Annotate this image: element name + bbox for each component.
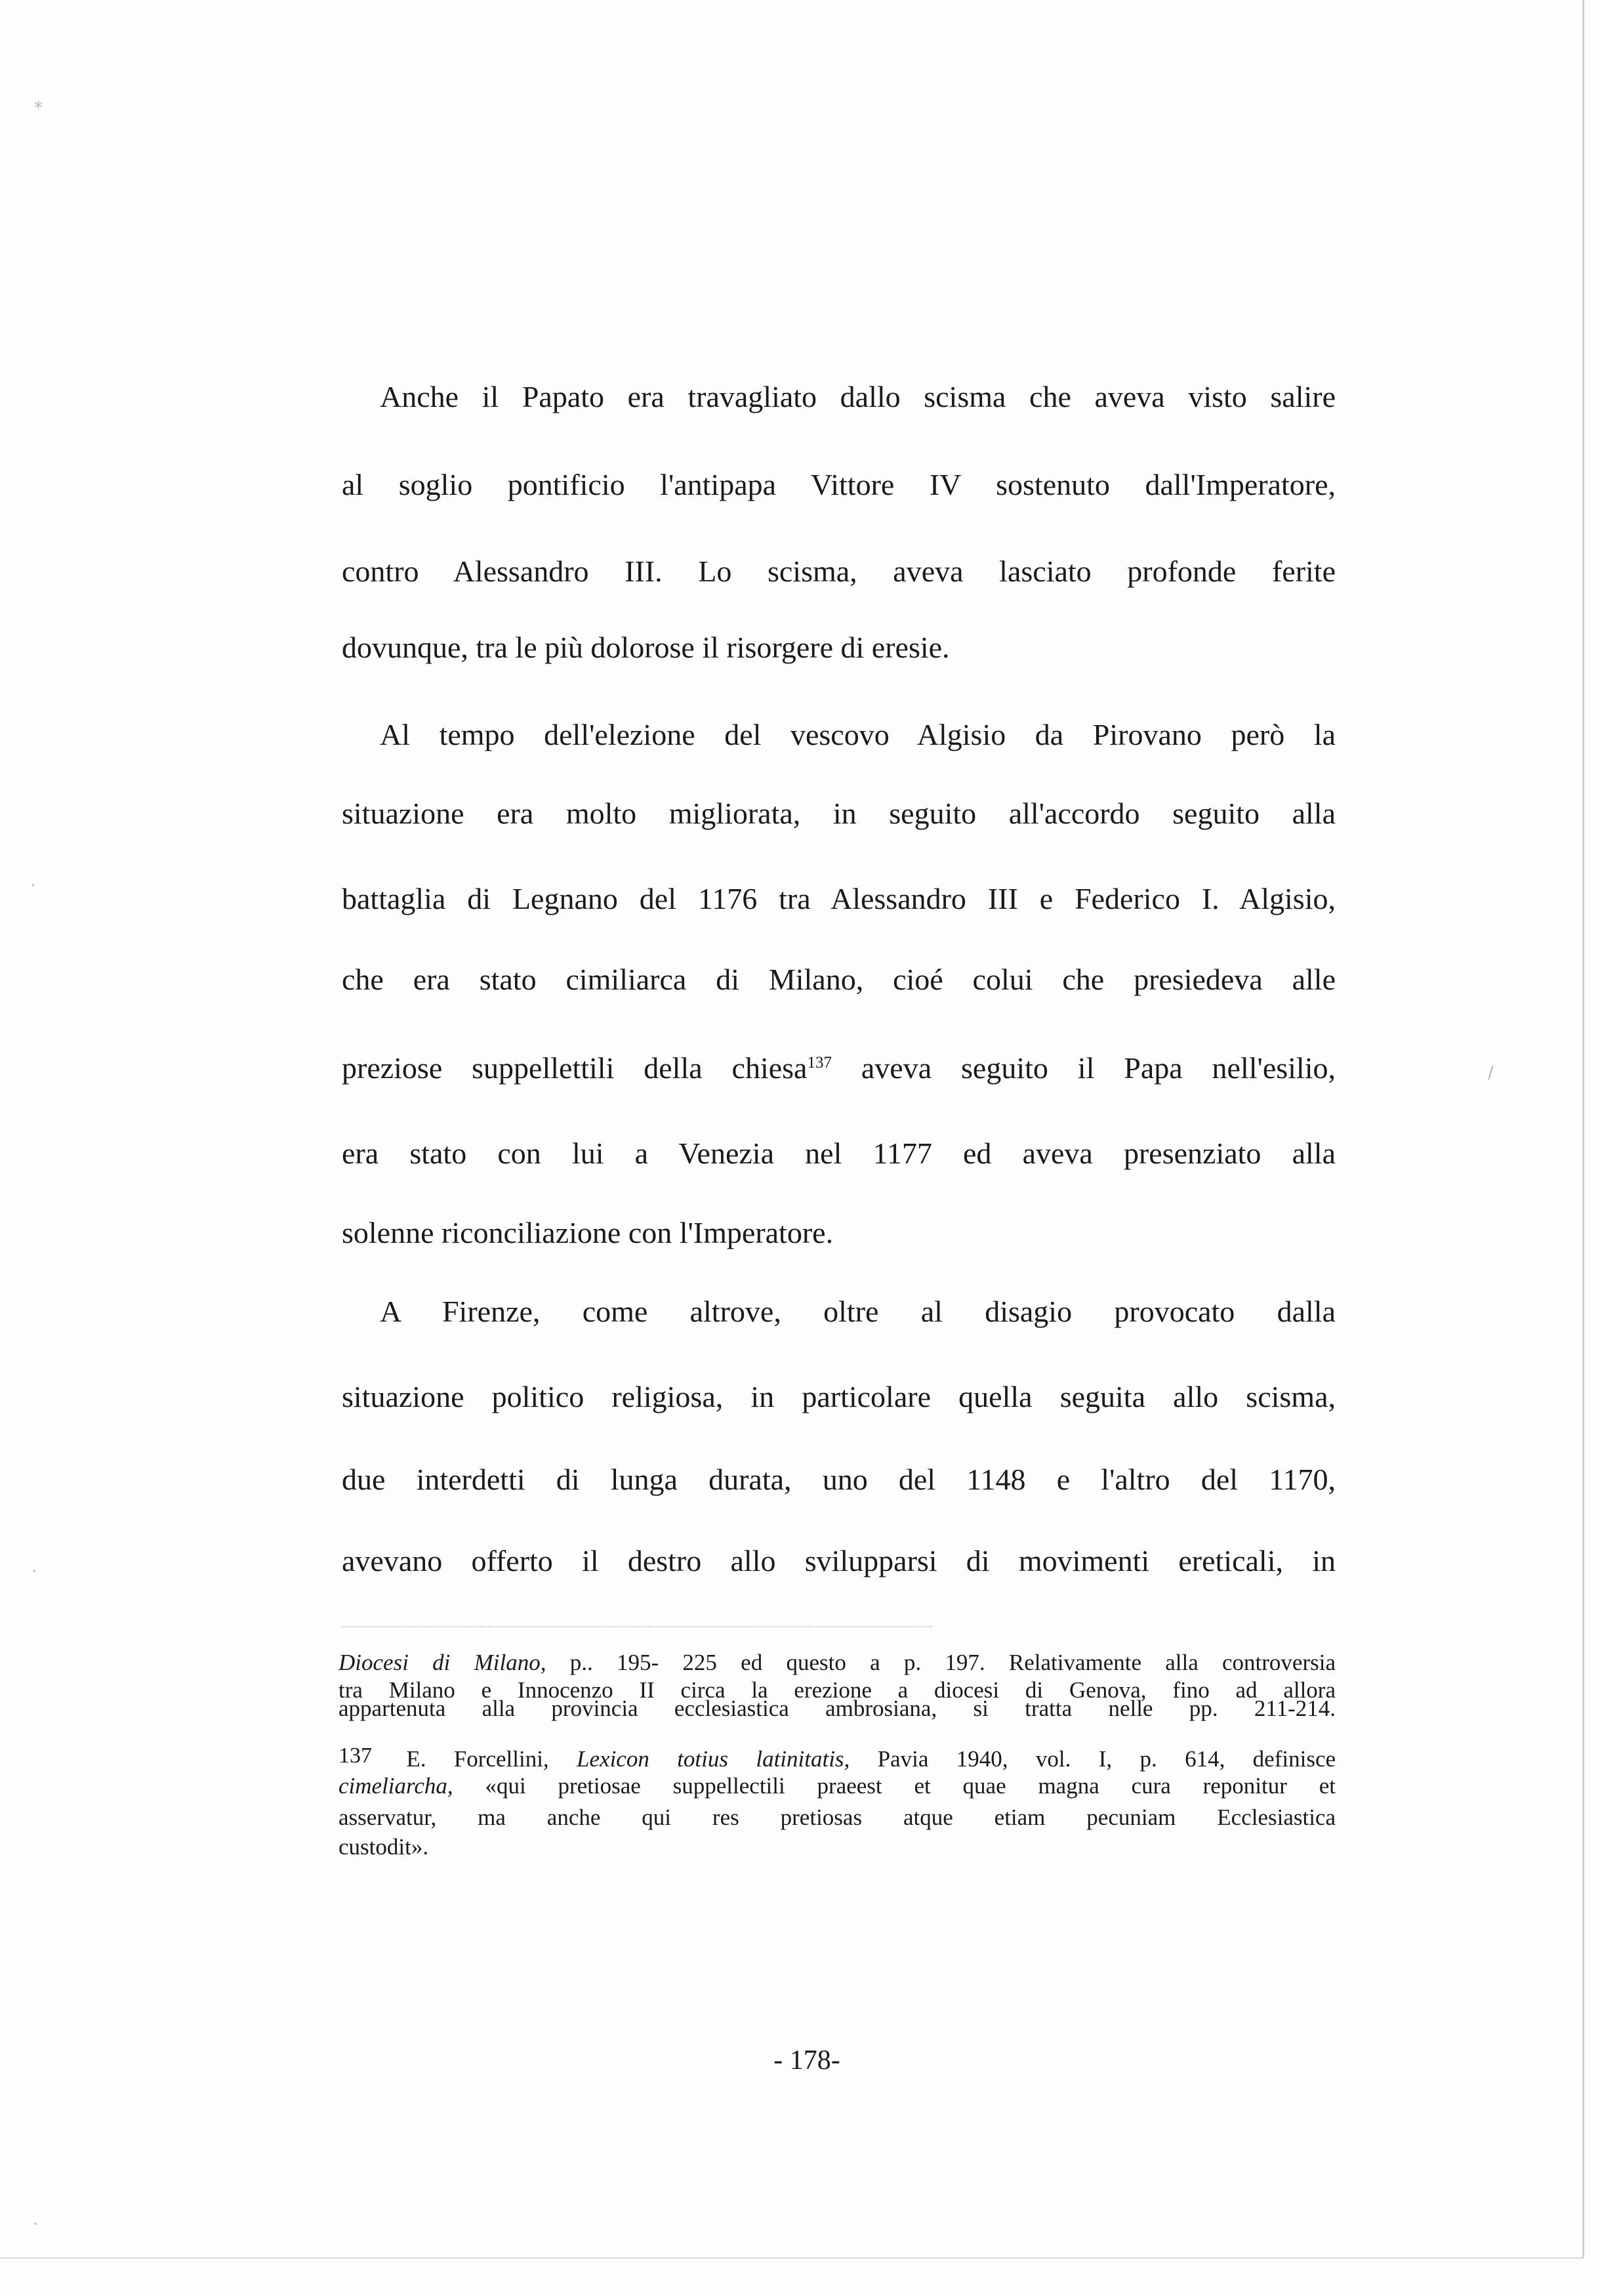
footnote-ref-137: 137 <box>807 1054 832 1072</box>
footnote-line: custodit». <box>338 1834 429 1860</box>
page-edge-bottom <box>0 2257 1584 2259</box>
text-line-with-footnote-ref <box>342 1049 1336 1088</box>
text-line: solenne riconciliazione con l'Imperatore. <box>342 1216 834 1249</box>
footnote-italic: Diocesi di Milano, <box>338 1650 546 1675</box>
footnote-italic: cimeliarcha, <box>338 1773 453 1799</box>
footnote-italic: Lexicon totius latinitatis, <box>577 1746 850 1772</box>
footnote-text: p.. 195- 225 ed questo a p. 197. Relativamente alla controversia <box>546 1650 1336 1675</box>
footnote-line <box>338 1650 1336 1676</box>
footnote-text: Pavia 1940, vol. I, p. 614, definisce <box>850 1746 1336 1772</box>
text-line: battaglia di Legnano del 1176 tra Alessandro III e Federico I. Algisio, <box>342 882 1336 915</box>
text-segment: aveva seguito il Papa nell'esilio, <box>831 1051 1336 1085</box>
footnote-line: asservatur, ma anche qui res pretiosas atque etiam pecuniam Ecclesiastica <box>338 1805 1336 1830</box>
text-line: situazione politico religiosa, in particolare quella seguita allo scisma, <box>342 1380 1336 1413</box>
footnote-text: «qui pretiosae suppellectili praeest et quae magna cura reponitur et <box>453 1773 1336 1799</box>
text-line: Anche il Papato era travagliato dallo scisma che aveva visto salire <box>380 380 1336 413</box>
scan-speck: / <box>1488 1063 1494 1083</box>
text-line: che era stato cimiliarca di Milano, cioé colui che presiedeva alle <box>342 963 1336 996</box>
text-line: due interdetti di lunga durata, uno del 1148 e l'altro del 1170, <box>342 1463 1336 1496</box>
footnote-line: tra Milano e Innocenzo II circa la erezione a diocesi di Genova, fino ad allora <box>338 1677 1336 1703</box>
footnote-text: E. Forcellini, <box>379 1746 577 1772</box>
text-line: avevano offerto il destro allo svilupparsi di movimenti ereticali, in <box>342 1544 1336 1577</box>
text-line: era stato con lui a Venezia nel 1177 ed aveva presenziato alla <box>342 1137 1336 1170</box>
scan-speck: · <box>31 1562 37 1581</box>
footnote-separator <box>342 1626 932 1627</box>
text-line: situazione era molto migliorata, in seguito all'accordo seguito alla <box>342 797 1336 830</box>
text-line: dovunque, tra le più dolorose il risorgere di eresie. <box>342 631 950 664</box>
footnote-line: appartenuta alla provincia ecclesiastica ambrosiana, si tratta nelle pp. 211-214. <box>338 1696 1336 1721</box>
text-line: contro Alessandro III. Lo scisma, aveva lasciato profonde ferite <box>342 554 1336 588</box>
text-segment: preziose suppellettili della chiesa <box>342 1051 808 1085</box>
footnote-line <box>338 1773 1336 1799</box>
footnote-number: 137 <box>338 1743 372 1768</box>
text-line: A Firenze, come altrove, oltre al disagio provocato dalla <box>380 1295 1336 1328</box>
scan-speck: · <box>30 876 36 896</box>
scan-speck: * <box>34 98 43 118</box>
text-line: Al tempo dell'elezione del vescovo Algisio da Pirovano però la <box>380 718 1336 751</box>
scan-speck: · <box>33 2215 39 2234</box>
page-number: - 178- <box>773 2045 840 2076</box>
page-edge-right <box>1582 0 1584 2257</box>
text-line: al soglio pontificio l'antipapa Vittore IV sostenuto dall'Imperatore, <box>342 468 1336 501</box>
footnote-137 <box>338 1743 1336 1772</box>
